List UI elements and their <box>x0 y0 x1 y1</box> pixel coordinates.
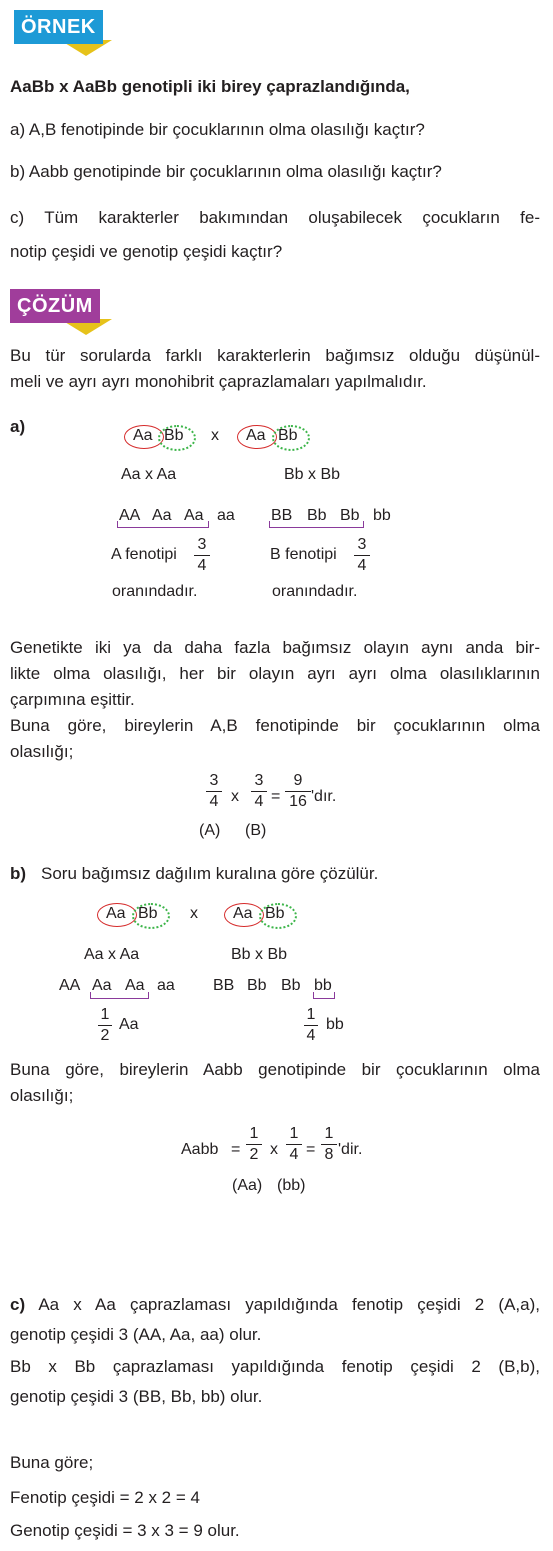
part-c-block1 <box>10 1290 540 1350</box>
calc-b-result <box>321 1125 337 1164</box>
parent-right-A: Aa <box>233 905 253 922</box>
offspring-B-1: Bb <box>247 977 267 994</box>
part-a-label: a) <box>10 417 26 436</box>
part-c-line3: Bb x Bb çaprazlaması yapıldığında fenotip çeşidi 2 (B,b), <box>10 1357 540 1376</box>
offspring-A-3: aa <box>157 977 175 994</box>
ratio-den: 4 <box>197 557 207 574</box>
offspring-A-3: aa <box>217 507 235 524</box>
calc-b-eq2: = <box>306 1141 316 1158</box>
calc-b-f2 <box>286 1125 302 1164</box>
calc-a-f2 <box>251 772 267 811</box>
calc-b-f1 <box>246 1125 262 1164</box>
oranindadir-A: oranındadır. <box>112 583 198 600</box>
f1-den: 4 <box>209 793 219 810</box>
fraction-bar <box>206 791 222 792</box>
part-c-line1-text: Aa x Aa çaprazlaması yapıldığında fenotip çeşidi 2 (A,a), <box>38 1295 540 1314</box>
ratio-num: 3 <box>197 536 207 553</box>
cross-sign: x <box>211 427 219 444</box>
question-a: a) A,B fenotipinde bir çocuklarının olma olasılığı kaçtır? <box>10 120 425 139</box>
ratio-den: 4 <box>357 557 367 574</box>
calc-b-times: x <box>270 1141 278 1158</box>
oranindadir-B: oranındadır. <box>272 583 358 600</box>
offspring-A-2: Aa <box>184 507 204 524</box>
part-c-label: c) <box>10 1295 26 1314</box>
quarter-label: bb <box>326 1016 344 1033</box>
question-c-line1: c) Tüm karakterler bakımından oluşabilecek çocukların fe- <box>10 208 540 227</box>
half-label: Aa <box>119 1016 139 1033</box>
fenotip-result: Fenotip çeşidi = 2 x 2 = 4 <box>10 1488 200 1507</box>
part-b-text: Soru bağımsız dağılım kuralına göre çözülür. <box>41 864 379 883</box>
fraction-bar <box>246 1144 262 1145</box>
fraction-bar <box>354 555 370 556</box>
f2-num: 3 <box>254 772 264 789</box>
question-c <box>10 201 540 269</box>
offspring-B-0: BB <box>271 507 293 524</box>
independent-events-explanation <box>10 635 540 713</box>
part-b-buna <box>10 1057 540 1109</box>
buna-line2: olasılığı; <box>10 742 74 761</box>
fenotip-A-ratio <box>194 536 210 575</box>
parent-left-B: Bb <box>138 905 158 922</box>
res-num: 1 <box>324 1125 334 1142</box>
parent-right-B: Bb <box>265 905 285 922</box>
calc-b-eq1: = <box>231 1141 241 1158</box>
explain-line2: likte olma olasılığı, her bir olayın ayrı ayrı olma olasılıklarının <box>10 664 540 683</box>
offspring-A-1: Aa <box>92 977 112 994</box>
part-c-buna: Buna göre; <box>10 1453 94 1472</box>
explain-line3: çarpımına eşittir. <box>10 690 135 709</box>
fenotip-B-label: B fenotipi <box>270 546 337 563</box>
calc-a-suffix: 'dır. <box>311 788 337 805</box>
offspring-B-3: bb <box>314 977 332 994</box>
f1-num: 1 <box>249 1125 259 1142</box>
parent-left-A: Aa <box>106 905 126 922</box>
offspring-A-1: Aa <box>152 507 172 524</box>
quarter-ratio <box>304 1006 318 1045</box>
offspring-B-1: Bb <box>307 507 327 524</box>
f1-num: 3 <box>209 772 219 789</box>
cross-sign: x <box>190 905 198 922</box>
solution-intro <box>10 343 540 395</box>
parent-right-A: Aa <box>246 427 266 444</box>
fraction-bar <box>321 1144 337 1145</box>
quarter-num: 1 <box>306 1006 316 1023</box>
offspring-A-0: AA <box>59 977 81 994</box>
calc-a-f1 <box>206 772 222 811</box>
part-c-line1 <box>10 1290 540 1320</box>
part-c-block2 <box>10 1352 540 1412</box>
parent-left-A: Aa <box>133 427 153 444</box>
offspring-A-2: Aa <box>125 977 145 994</box>
offspring-A-0: AA <box>119 507 141 524</box>
calc-b-prefix: Aabb <box>181 1141 219 1158</box>
calc-b-suffix: 'dir. <box>338 1141 363 1158</box>
fenotip-B-ratio <box>354 536 370 575</box>
calc-b-label-bb: (bb) <box>277 1177 306 1194</box>
calc-a-label-A: (A) <box>199 822 221 839</box>
calc-a-label-B: (B) <box>245 822 267 839</box>
res-den: 16 <box>289 793 307 810</box>
half-ratio <box>98 1006 112 1045</box>
part-a-buna <box>10 713 540 765</box>
half-num: 1 <box>100 1006 110 1023</box>
f2-den: 4 <box>289 1146 299 1163</box>
buna-line1: Buna göre, bireylerin Aabb genotipinde bir çocuklarının olma <box>10 1060 540 1079</box>
fraction-bar <box>98 1025 112 1026</box>
part-c-line4: genotip çeşidi 3 (BB, Bb, bb) olur. <box>10 1387 263 1406</box>
genotip-result: Genotip çeşidi = 3 x 3 = 9 olur. <box>10 1521 240 1540</box>
f2-den: 4 <box>254 793 264 810</box>
dominant-bracket <box>269 521 364 528</box>
fraction-bar <box>194 555 210 556</box>
quarter-den: 4 <box>306 1027 316 1044</box>
ratio-num: 3 <box>357 536 367 553</box>
half-den: 2 <box>100 1027 110 1044</box>
calc-a-times: x <box>231 788 239 805</box>
cross-A: Aa x Aa <box>84 946 140 963</box>
cross-B: Bb x Bb <box>231 946 288 963</box>
parent-right-B: Bb <box>278 427 298 444</box>
offspring-B-2: Bb <box>340 507 360 524</box>
res-den: 8 <box>324 1146 334 1163</box>
explain-line1: Genetikte iki ya da daha fazla bağımsız olayın aynı anda bir- <box>10 638 540 657</box>
question-intro: AaBb x AaBb genotipli iki birey çaprazlandığında, <box>10 77 410 96</box>
fraction-bar <box>286 1144 302 1145</box>
example-badge-label: ÖRNEK <box>14 10 103 44</box>
buna-line2: olasılığı; <box>10 1086 74 1105</box>
question-b: b) Aabb genotipinde bir çocuklarının olma olasılığı kaçtır? <box>10 162 442 181</box>
calc-b-label-Aa: (Aa) <box>232 1177 263 1194</box>
res-num: 9 <box>293 772 303 789</box>
buna-line1: Buna göre, bireylerin A,B fenotipinde bir çocuklarının olma <box>10 716 540 735</box>
fraction-bar <box>304 1025 318 1026</box>
offspring-B-2: Bb <box>281 977 301 994</box>
part-b-label: b) <box>10 864 27 883</box>
recessive-bracket <box>313 992 335 999</box>
fraction-bar <box>285 791 311 792</box>
part-c-line2: genotip çeşidi 3 (AA, Aa, aa) olur. <box>10 1325 262 1344</box>
dominant-bracket <box>117 521 209 528</box>
parent-left-B: Bb <box>164 427 184 444</box>
cross-B: Bb x Bb <box>284 466 341 483</box>
calc-a-eq: = <box>271 788 281 805</box>
calc-a-result <box>285 772 311 811</box>
heterozygous-bracket <box>90 992 149 999</box>
solution-intro-line2: meli ve ayrı ayrı monohibrit çaprazlamaları yapılmalıdır. <box>10 372 427 391</box>
offspring-B-0: BB <box>213 977 235 994</box>
cross-A: Aa x Aa <box>121 466 177 483</box>
f1-den: 2 <box>249 1146 259 1163</box>
offspring-B-3: bb <box>373 507 391 524</box>
fenotip-A-label: A fenotipi <box>111 546 177 563</box>
f2-num: 1 <box>289 1125 299 1142</box>
question-c-line2: notip çeşidi ve genotip çeşidi kaçtır? <box>10 242 283 261</box>
solution-badge-label: ÇÖZÜM <box>10 289 100 323</box>
fraction-bar <box>251 791 267 792</box>
solution-intro-line1: Bu tür sorularda farklı karakterlerin bağımsız olduğu düşünül- <box>10 346 540 365</box>
